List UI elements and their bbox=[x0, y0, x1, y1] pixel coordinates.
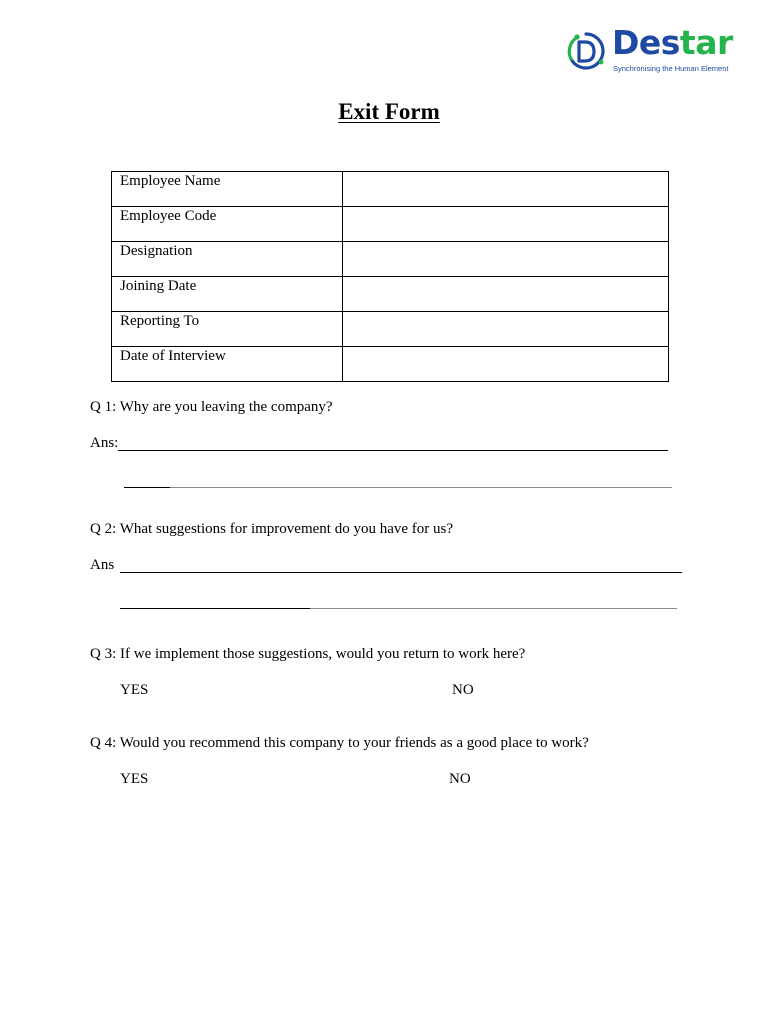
field-value-joining-date[interactable] bbox=[343, 277, 669, 312]
table-row bbox=[112, 172, 669, 207]
employee-info-table bbox=[111, 171, 669, 382]
answer-2-line-2a[interactable] bbox=[120, 608, 310, 609]
answer-1-line-2a[interactable] bbox=[124, 487, 170, 488]
table-row bbox=[112, 242, 669, 277]
brand-tagline: Synchronising the Human Element bbox=[613, 64, 729, 73]
question-3: Q 3: If we implement those suggestions, would you return to work here? bbox=[90, 646, 526, 662]
question-3-option-no[interactable]: NO bbox=[452, 682, 474, 698]
question-2: Q 2: What suggestions for improvement do you have for us? bbox=[90, 521, 453, 537]
question-4-option-yes[interactable]: YES bbox=[120, 771, 149, 787]
field-value-reporting-to[interactable] bbox=[343, 312, 669, 347]
table-row bbox=[112, 207, 669, 242]
field-label-employee-code: Employee Code bbox=[112, 207, 343, 242]
field-label-designation: Designation bbox=[112, 242, 343, 277]
field-label-employee-name: Employee Name bbox=[112, 172, 343, 207]
field-label-joining-date: Joining Date bbox=[112, 277, 343, 312]
destar-logo-icon bbox=[565, 30, 607, 72]
field-value-employee-code[interactable] bbox=[343, 207, 669, 242]
question-4-option-no[interactable]: NO bbox=[449, 771, 471, 787]
table-row bbox=[112, 312, 669, 347]
brand-name-part1: Des bbox=[612, 23, 680, 62]
answer-1-label: Ans: bbox=[90, 435, 119, 451]
answer-1-line-1[interactable] bbox=[118, 450, 668, 451]
page-title: Exit Form bbox=[338, 99, 440, 124]
field-value-employee-name[interactable] bbox=[343, 172, 669, 207]
answer-2-label: Ans bbox=[90, 557, 115, 573]
destar-logo bbox=[565, 23, 735, 76]
question-1: Q 1: Why are you leaving the company? bbox=[90, 399, 333, 415]
question-3-option-yes[interactable]: YES bbox=[120, 682, 149, 698]
field-label-date-of-interview: Date of Interview bbox=[112, 347, 343, 382]
answer-2-line-2b[interactable] bbox=[310, 608, 677, 609]
field-value-date-of-interview[interactable] bbox=[343, 347, 669, 382]
field-value-designation[interactable] bbox=[343, 242, 669, 277]
answer-2-line-1[interactable] bbox=[120, 572, 682, 573]
answer-1-line-2b[interactable] bbox=[170, 487, 672, 488]
brand-name-part2: tar bbox=[679, 23, 733, 62]
field-label-reporting-to: Reporting To bbox=[112, 312, 343, 347]
brand-name bbox=[612, 23, 733, 62]
table-row bbox=[112, 277, 669, 312]
table-row bbox=[112, 347, 669, 382]
question-4: Q 4: Would you recommend this company to your friends as a good place to work? bbox=[90, 735, 589, 751]
